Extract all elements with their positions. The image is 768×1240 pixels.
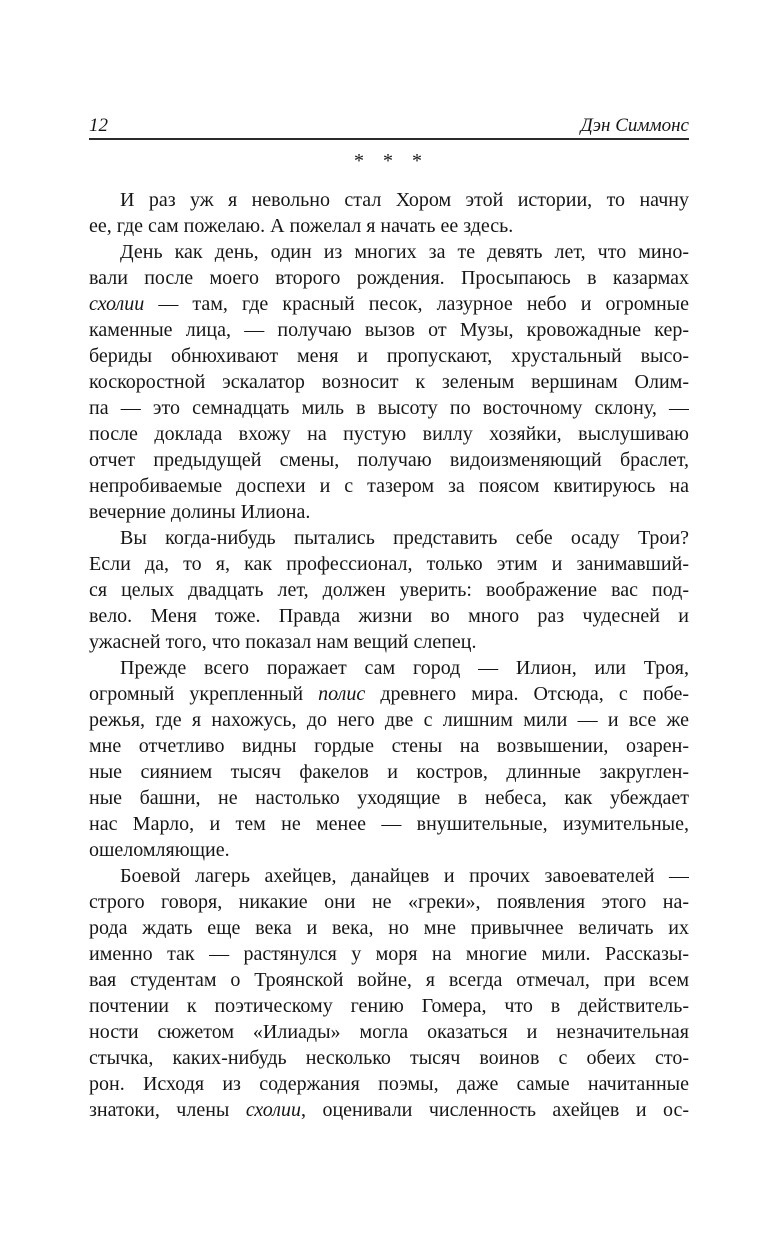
text-line: вая студентам о Троянской войне, я всегда отмечал, при всем: [89, 969, 689, 991]
text-line: ся целых двадцать лет, должен уверить: воображение вас под-: [89, 579, 689, 601]
text-line: каменные лица, — получаю вызов от Музы, кровожадные кер-: [89, 319, 689, 341]
text-line: вело. Меня тоже. Правда жизни во много раз чудесней и: [89, 605, 689, 627]
text-line: мне отчетливо видны гордые стены на возвышении, озарен-: [89, 735, 689, 757]
text-line: непробиваемые доспехи и с тазером за поясом квитируюсь на: [89, 475, 689, 497]
text-line: ошеломляющие.: [89, 839, 230, 861]
page-number: 12: [89, 115, 108, 136]
italic-term: полис: [318, 683, 366, 705]
text-line: ужасней того, что показал нам вещий слепец.: [89, 631, 477, 653]
text-line: Прежде всего поражает сам город — Илион, или Троя,: [120, 657, 689, 679]
text-line: Если да, то я, как профессионал, только этим и занимавший-: [89, 553, 689, 575]
text-line: схолии — там, где красный песок, лазурное небо и огромные: [89, 293, 689, 315]
text-line: почтении к поэтическому гению Гомера, что в действитель-: [89, 995, 689, 1017]
page-body: [89, 187, 689, 1123]
text-line: ности сюжетом «Илиады» могла оказаться и незначительная: [89, 1021, 689, 1043]
text-line: режья, где я нахожусь, до него две с лишним мили — и все же: [89, 709, 689, 731]
paragraph: [89, 239, 689, 525]
text-line: ные сиянием тысяч факелов и костров, длинные закруглен-: [89, 761, 689, 783]
text-line: па — это семнадцать миль в высоту по восточному склону, —: [89, 397, 689, 419]
text-line: Вы когда-нибудь пытались представить себе осаду Трои?: [120, 527, 689, 549]
paragraph: [89, 525, 689, 655]
text-line: вали после моего второго рождения. Просыпаюсь в казармах: [89, 267, 689, 289]
text-line: И раз уж я невольно стал Хором этой истории, то начну: [120, 189, 689, 211]
paragraph: [89, 863, 689, 1123]
paragraph: [89, 655, 689, 863]
book-page: [89, 112, 689, 1123]
text-line: нас Марло, и тем не менее — внушительные, изумительные,: [89, 813, 689, 835]
text-line: строго говоря, никакие они не «греки», появления этого на-: [89, 891, 689, 913]
text-line: рода ждать еще века и века, но мне привычнее величать их: [89, 917, 689, 939]
text-line: стычка, каких-нибудь несколько тысяч воинов с обеих сто-: [89, 1047, 689, 1069]
text-line: вечерние долины Илиона.: [89, 501, 311, 523]
italic-term: схолии: [89, 293, 145, 315]
text-line: ные башни, не настолько уходящие в небеса, как убеждает: [89, 787, 689, 809]
text-line: День как день, один из многих за те девять лет, что мино-: [120, 241, 689, 263]
text-line: бериды обнюхивают меня и пропускают, хрустальный высо-: [89, 345, 689, 367]
text-line: коскоростной эскалатор возносит к зеленым вершинам Олим-: [89, 371, 689, 393]
italic-term: схолии: [245, 1099, 302, 1121]
text-line: огромный укрепленный полис древнего мира. Отсюда, с побе-: [89, 683, 689, 705]
text-line: отчет предыдущей смены, получаю видоизменяющий браслет,: [89, 449, 689, 471]
text-line: именно так — растянулся у моря на многие мили. Рассказы-: [89, 943, 689, 965]
running-title: Дэн Симмонс: [580, 115, 689, 136]
paragraph: [89, 187, 689, 239]
text-line: Боевой лагерь ахейцев, данайцев и прочих завоевателей —: [120, 865, 689, 887]
text-line: после доклада вхожу на пустую виллу хозяйки, выслушиваю: [89, 423, 689, 445]
text-line: ее, где сам пожелаю. А пожелал я начать ее здесь.: [89, 215, 514, 237]
text-line: знатоки, члены схолии, оценивали численность ахейцев и ос-: [89, 1099, 689, 1121]
text-line: рон. Исходя из содержания поэмы, даже самые начитанные: [89, 1073, 689, 1095]
section-divider: * * *: [354, 150, 424, 172]
page-header: [89, 112, 689, 140]
